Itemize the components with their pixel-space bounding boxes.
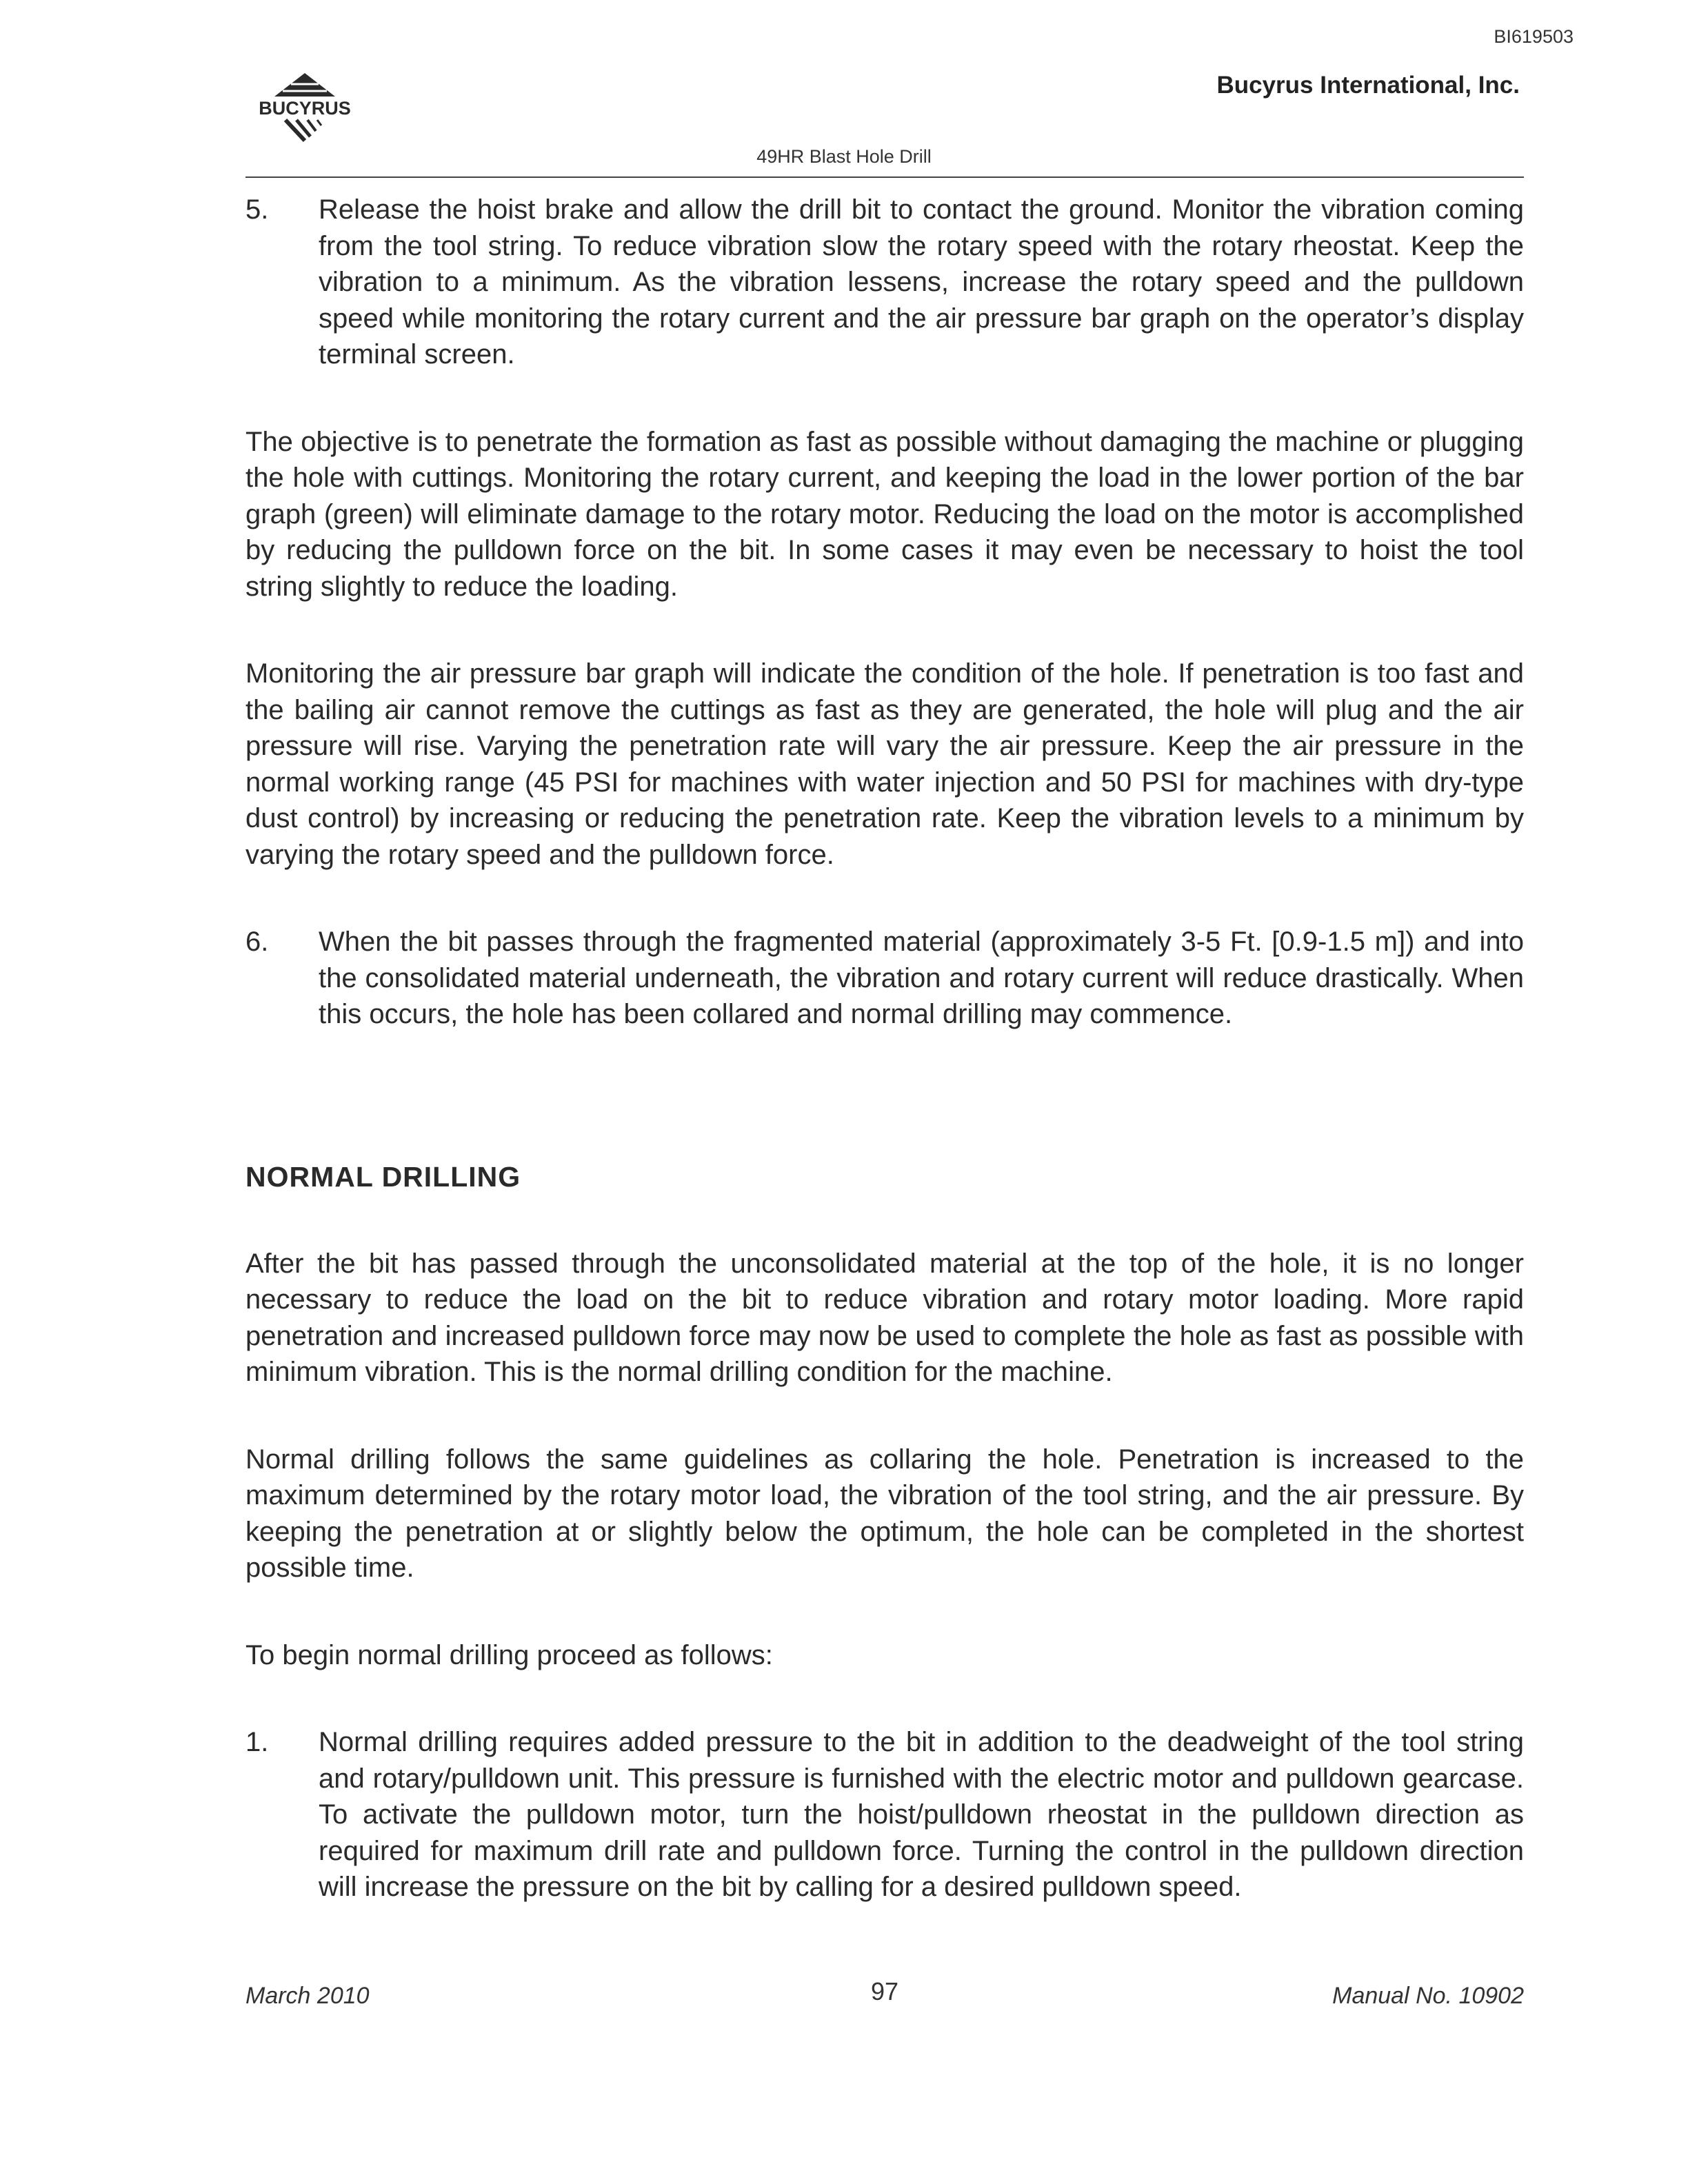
step-1 — [245, 1724, 1524, 1905]
paragraph: After the bit has passed through the unconsolidated material at the top of the hole, it is no longer necessary to reduce the load on the bit to reduce vibration and rotary motor loading. More rapid penetration and increased pulldown force may now be used to complete the hole as fast as possible with minimum vibration. This is the normal drilling condition for the machine. — [245, 1248, 1524, 1387]
step-6 — [245, 924, 1524, 1033]
page-body — [245, 192, 1524, 1905]
svg-text:BUCYRUS: BUCYRUS — [259, 98, 351, 119]
paragraph: The objective is to penetrate the formation as fast as possible without damaging the machine or plugging the hole with cuttings. Monitoring the rotary current, and keeping the load in the lower portion of the bar graph (green) will eliminate damage to the rotary motor. Reducing the load on the motor is accomplished by reducing the pulldown force on the bit. In some cases it may even be necessary to hoist the tool string slightly to reduce the loading. — [245, 426, 1524, 602]
manual-subtitle: 49HR Blast Hole Drill — [756, 146, 932, 167]
bucyrus-logo — [243, 69, 367, 146]
page-footer — [245, 1977, 1524, 2012]
step-5 — [245, 192, 1524, 373]
step-text: Normal drilling requires added pressure to the bit in addition to the deadweight of the tool string and rotary/pulldown unit. This pressure is furnished with the electric motor and pulldown gearcase. To activate the pulldown motor, turn the hoist/pulldown rheostat in the pulldown direction as required for maximum drill rate and pulldown force. Turning the control in the pulldown direction will increase the pressure on the bit by calling for a desired pulldown speed. — [319, 1727, 1524, 1902]
step-text: When the bit passes through the fragmented material (approximately 3-5 Ft. [0.9-1.5 m]) and into the consolidated material underneath, the vibration and rotary current will reduce drastically. When this occurs, the hole has been collared and normal drilling may commence. — [319, 927, 1524, 1029]
footer-date: March 2010 — [245, 1983, 370, 2009]
paragraph: Monitoring the air pressure bar graph will indicate the condition of the hole. If penetration is too fast and the bailing air cannot remove the cuttings as fast as they are generated, the hole will plug and the air pressure will rise. Varying the penetration rate will vary the air pressure. Keep the air pressure in the normal working range (45 PSI for machines with water injection and 50 PSI for machines with dry-type dust control) by increasing or reducing the penetration rate. Keep the vibration levels to a minimum by varying the rotary speed and the pulldown force. — [245, 658, 1524, 870]
step-text: Release the hoist brake and allow the drill bit to contact the ground. Monitor the vibration coming from the tool string. To reduce vibration slow the rotary speed with the rotary rheostat. Keep the vibration to a minimum. As the vibration lessens, increase the rotary speed and the pulldown speed while monitoring the rotary current and the air pressure bar graph on the operator’s display terminal screen. — [319, 194, 1524, 370]
manual-number: Manual No. 10902 — [1332, 1983, 1524, 2009]
paragraph: Normal drilling follows the same guidelines as collaring the hole. Penetration is increased to the maximum determined by the rotary motor load, the vibration of the tool string, and the air pressure. By keeping the penetration at or slightly below the optimum, the hole can be completed in the shortest possible time. — [245, 1444, 1524, 1583]
paragraph: To begin normal drilling proceed as follows: — [245, 1639, 773, 1670]
page-number: 97 — [870, 1977, 899, 2005]
section-heading: NORMAL DRILLING — [245, 1160, 521, 1193]
step-number: 6. — [245, 927, 269, 957]
header-divider — [245, 176, 1524, 178]
step-number: 5. — [245, 194, 269, 225]
step-number: 1. — [245, 1727, 269, 1757]
document-id: BI619503 — [1494, 26, 1574, 47]
company-name: Bucyrus International, Inc. — [1216, 72, 1520, 99]
